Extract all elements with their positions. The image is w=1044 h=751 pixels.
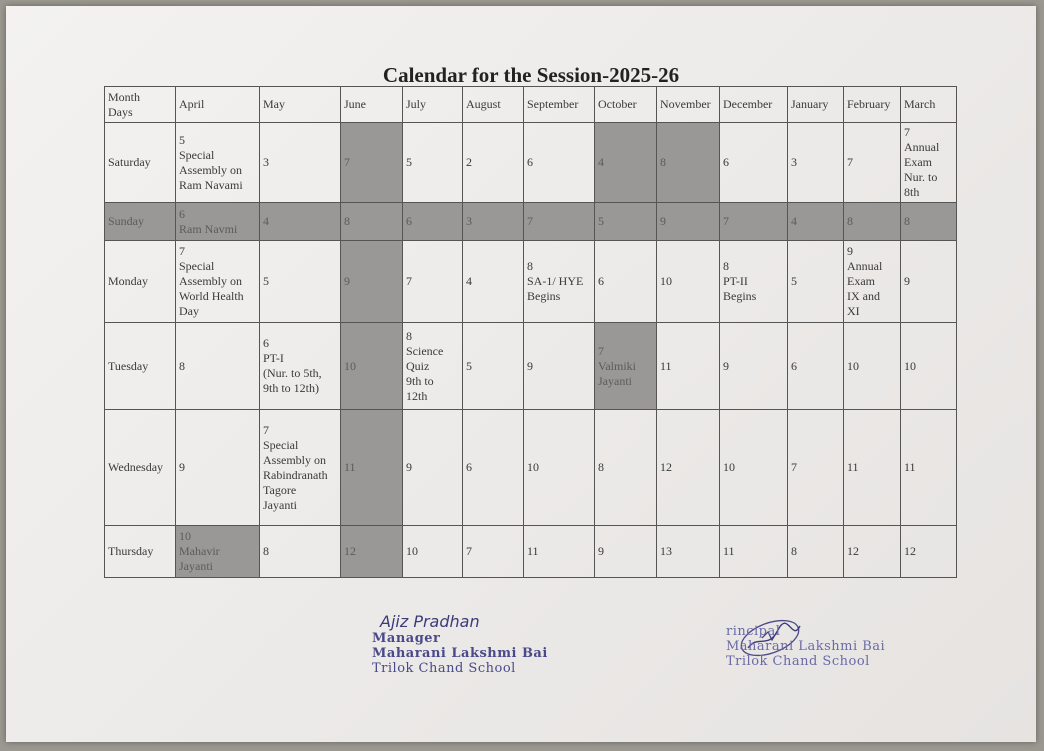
date-cell: 9	[341, 241, 403, 323]
date-cell: 5	[403, 123, 463, 203]
date-cell: 10	[403, 526, 463, 578]
table-row	[105, 241, 957, 323]
date-cell: 3	[463, 203, 524, 241]
date-cell: 12	[657, 410, 720, 526]
date-cell: 12	[844, 526, 901, 578]
date-cell: 7	[403, 241, 463, 323]
day-label: Tuesday	[105, 323, 176, 410]
date-cell: 5	[788, 241, 844, 323]
date-cell: 10	[901, 323, 957, 410]
date-cell: 8	[341, 203, 403, 241]
date-cell: 6 Ram Navmi	[176, 203, 260, 241]
page-title: Calendar for the Session-2025-26	[382, 63, 680, 87]
date-cell: 6	[595, 241, 657, 323]
date-cell: 7 Annual Exam Nur. to 8th	[901, 123, 957, 203]
date-cell: 4	[260, 203, 341, 241]
month-header: November	[657, 87, 720, 123]
session-calendar-table	[104, 86, 957, 578]
day-label: Thursday	[105, 526, 176, 578]
date-cell: 13	[657, 526, 720, 578]
date-cell: 11	[844, 410, 901, 526]
month-header: June	[341, 87, 403, 123]
header-row	[105, 87, 957, 123]
date-cell: 10	[844, 323, 901, 410]
date-cell: 3	[260, 123, 341, 203]
date-cell: 5 Special Assembly on Ram Navami	[176, 123, 260, 203]
manager-signature-block	[372, 612, 548, 676]
month-header: October	[595, 87, 657, 123]
date-cell: 9	[403, 410, 463, 526]
date-cell: 7 Special Assembly on World Health Day	[176, 241, 260, 323]
date-cell: 9	[595, 526, 657, 578]
date-cell: 8	[260, 526, 341, 578]
date-cell: 12	[341, 526, 403, 578]
date-cell: 7	[844, 123, 901, 203]
corner-header: Month Days	[105, 87, 176, 123]
principal-signature-block	[726, 624, 885, 669]
manager-school-line1: Maharani Lakshmi Bai	[372, 646, 548, 661]
date-cell: 8	[657, 123, 720, 203]
date-cell: 10	[657, 241, 720, 323]
day-label: Sunday	[105, 203, 176, 241]
manager-school-line2: Trilok Chand School	[372, 661, 516, 676]
date-cell: 7	[341, 123, 403, 203]
date-cell: 4	[788, 203, 844, 241]
date-cell: 8 PT-II Begins	[720, 241, 788, 323]
date-cell: 10 Mahavir Jayanti	[176, 526, 260, 578]
date-cell: 8	[788, 526, 844, 578]
date-cell: 8 Science Quiz 9th to 12th	[403, 323, 463, 410]
date-cell: 6	[403, 203, 463, 241]
day-label: Monday	[105, 241, 176, 323]
date-cell: 3	[788, 123, 844, 203]
date-cell: 9 Annual Exam IX and XI	[844, 241, 901, 323]
date-cell: 2	[463, 123, 524, 203]
table-row	[105, 123, 957, 203]
date-cell: 10	[720, 410, 788, 526]
principal-role: rincipal	[726, 624, 781, 639]
manager-role: Manager	[372, 631, 441, 646]
table-row	[105, 323, 957, 410]
date-cell: 4	[463, 241, 524, 323]
calendar-sheet	[6, 6, 1036, 742]
date-cell: 8	[595, 410, 657, 526]
day-label: Wednesday	[105, 410, 176, 526]
date-cell: 11	[341, 410, 403, 526]
month-header: July	[403, 87, 463, 123]
date-cell: 8	[901, 203, 957, 241]
day-label: Saturday	[105, 123, 176, 203]
date-cell: 7	[788, 410, 844, 526]
date-cell: 12	[901, 526, 957, 578]
date-cell: 7	[463, 526, 524, 578]
month-header: September	[524, 87, 595, 123]
date-cell: 9	[657, 203, 720, 241]
date-cell: 5	[463, 323, 524, 410]
date-cell: 9	[524, 323, 595, 410]
month-header: May	[260, 87, 341, 123]
date-cell: 6	[720, 123, 788, 203]
principal-school-line2: Trilok Chand School	[726, 654, 870, 669]
date-cell: 6 PT-I (Nur. to 5th, 9th to 12th)	[260, 323, 341, 410]
date-cell: 11	[901, 410, 957, 526]
date-cell: 4	[595, 123, 657, 203]
date-cell: 11	[657, 323, 720, 410]
month-header: August	[463, 87, 524, 123]
date-cell: 8	[844, 203, 901, 241]
month-header: February	[844, 87, 901, 123]
date-cell: 10	[341, 323, 403, 410]
date-cell: 8 SA-1/ HYE Begins	[524, 241, 595, 323]
manager-signature: Ajiz Pradhan	[380, 612, 480, 631]
date-cell: 7	[524, 203, 595, 241]
date-cell: 7 Special Assembly on Rabindranath Tagore Jayanti	[260, 410, 341, 526]
date-cell: 11	[720, 526, 788, 578]
date-cell: 9	[901, 241, 957, 323]
date-cell: 9	[720, 323, 788, 410]
date-cell: 5	[595, 203, 657, 241]
month-header: January	[788, 87, 844, 123]
month-header: December	[720, 87, 788, 123]
date-cell: 7 Valmiki Jayanti	[595, 323, 657, 410]
month-header: March	[901, 87, 957, 123]
date-cell: 11	[524, 526, 595, 578]
date-cell: 5	[260, 241, 341, 323]
date-cell: 6	[524, 123, 595, 203]
date-cell: 6	[788, 323, 844, 410]
date-cell: 8	[176, 323, 260, 410]
table-row	[105, 410, 957, 526]
date-cell: 9	[176, 410, 260, 526]
month-header: April	[176, 87, 260, 123]
table-row	[105, 203, 957, 241]
date-cell: 10	[524, 410, 595, 526]
principal-school-line1: Maharani Lakshmi Bai	[726, 639, 886, 654]
date-cell: 6	[463, 410, 524, 526]
table-row	[105, 526, 957, 578]
date-cell: 7	[720, 203, 788, 241]
